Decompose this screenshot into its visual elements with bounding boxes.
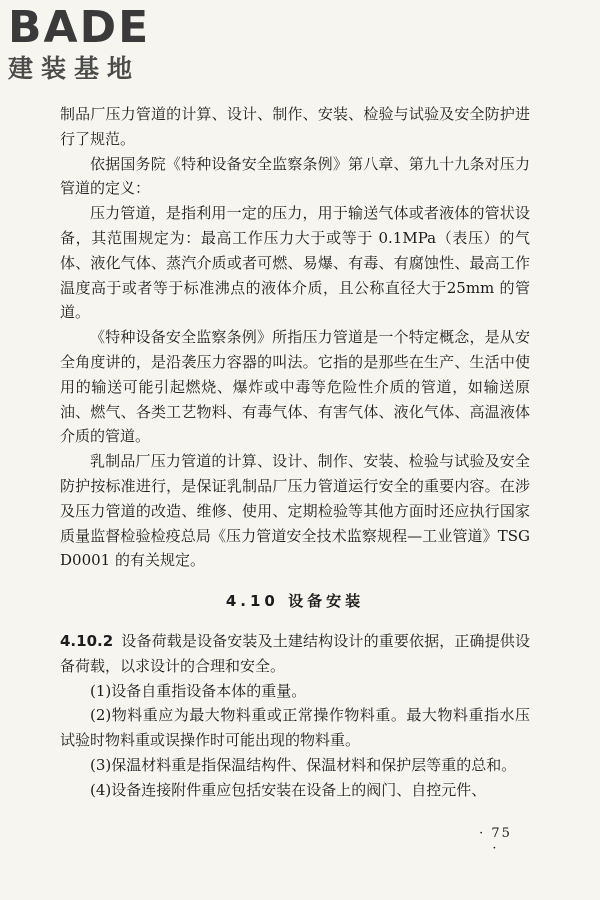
clause-paragraph [60,629,530,679]
logo [8,2,178,86]
logo-subtitle: 建装基地 [8,54,141,83]
paragraph-2: 依据国务院《特种设备安全监察条例》第八章、第九十九条对压力管道的定义： [60,154,530,198]
section-title-text: 设备安装 [288,592,365,611]
page-content [60,102,530,803]
page-number: · 75 · [479,826,512,856]
clause-item-3: (3)保温材料重是指保温结构件、保温材料和保护层等重的总和。 [90,755,517,774]
paragraph-5: 乳制品厂压力管道的计算、设计、制作、安装、检验与试验及安全防护按标准进行，是保证乳制品厂压力管道运行安全的重要内容。在涉及压力管道的改造、维修、使用、定期检验等其他方面时还应执行国家质量监督检验检疫总局《压力管道安全技术监察规程—工业管道》TSG D0001 的有关规定。 [60,452,530,570]
paragraph-1: 制品厂压力管道的计算、设计、制作、安装、检验与试验及安全防护进行了规范。 [60,105,530,148]
clause-text: 设备荷载是设备安装及土建结构设计的重要依据，正确提供设备荷载，以求设计的合理和安全。 [60,631,530,675]
section-heading [60,589,530,614]
clause-item-2: (2)物料重应为最大物料重或正常操作物料重。最大物料重指水压试验时物料重或误操作时可能出现的物料重。 [60,706,530,750]
clause-item-4: (4)设备连接附件重应包括安装在设备上的阀门、自控元件、 [90,780,487,799]
clause-item-1: (1)设备自重指设备本体的重量。 [90,681,307,700]
section-number: 4.10 [225,592,279,611]
clause-number: 4.10.2 [60,631,114,650]
paragraph-4: 《特种设备安全监察条例》所指压力管道是一个特定概念，是从安全角度讲的，是沿袭压力容器的叫法。它指的是那些在生产、生活中使用的输送可能引起燃烧、爆炸或中毒等危险性介质的管道，如输送原油、燃气、各类工艺物料、有毒气体、有害气体、液化气体、高温液体介质的管道。 [60,328,530,446]
paragraph-3: 压力管道，是指利用一定的压力，用于输送气体或者液体的管状设备，其范围规定为：最高工作压力大于或等于 0.1MPa（表压）的气体、液化气体、蒸汽介质或者可燃、易爆、有毒、有腐蚀性、最高工作温度高于或者等于标准沸点的液体介质，且公称直径大于25mm 的管道。 [60,204,530,322]
logo-brand: BADE [8,2,151,53]
